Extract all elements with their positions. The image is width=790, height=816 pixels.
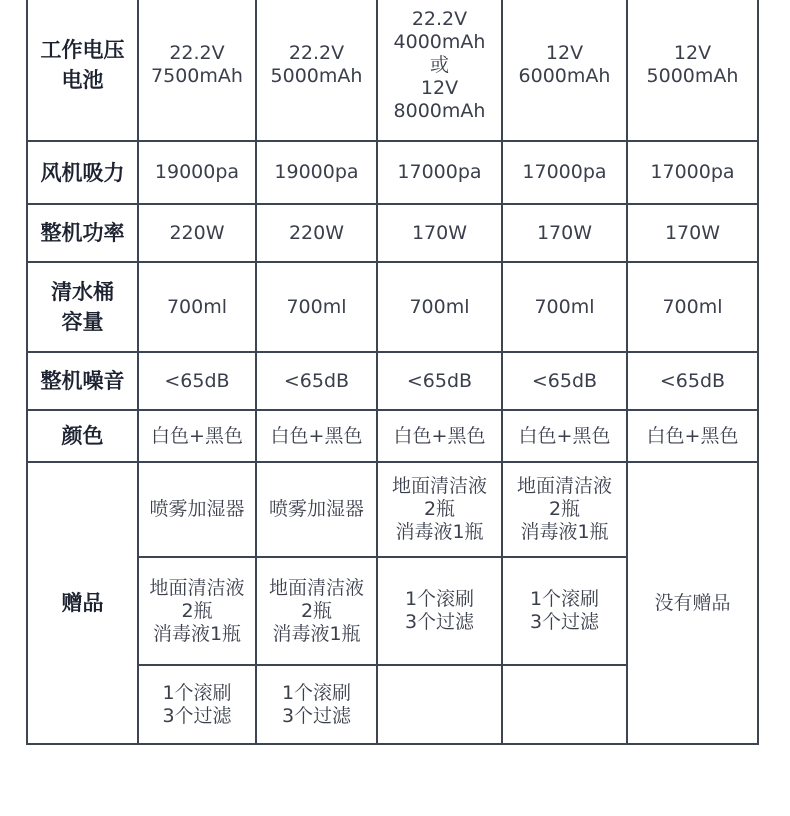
cell-tank-4: 700ml bbox=[502, 262, 627, 352]
row-gifts-1 bbox=[27, 462, 758, 557]
cell-power-3: 170W bbox=[377, 204, 502, 262]
cell-noise-2: <65dB bbox=[256, 352, 377, 410]
cell-gifts-r2-4: 1个滚刷 3个过滤 bbox=[502, 557, 627, 665]
cell-gifts-r2-1: 地面清洁液 2瓶 消毒液1瓶 bbox=[138, 557, 256, 665]
cell-gifts-r3-3 bbox=[377, 665, 502, 744]
cell-noise-1: <65dB bbox=[138, 352, 256, 410]
cell-color-3: 白色+黑色 bbox=[377, 410, 502, 462]
row-power bbox=[27, 204, 758, 262]
cell-battery-3: 22.2V 4000mAh 或 12V 8000mAh bbox=[377, 0, 502, 141]
cell-gifts-r3-1: 1个滚刷 3个过滤 bbox=[138, 665, 256, 744]
label-power: 整机功率 bbox=[27, 204, 138, 262]
cell-gifts-5: 没有赠品 bbox=[627, 462, 758, 744]
cell-suction-4: 17000pa bbox=[502, 141, 627, 204]
cell-power-4: 170W bbox=[502, 204, 627, 262]
row-tank bbox=[27, 262, 758, 352]
cell-noise-4: <65dB bbox=[502, 352, 627, 410]
cell-gifts-r3-2: 1个滚刷 3个过滤 bbox=[256, 665, 377, 744]
cell-power-2: 220W bbox=[256, 204, 377, 262]
cell-gifts-r2-3: 1个滚刷 3个过滤 bbox=[377, 557, 502, 665]
cell-power-5: 170W bbox=[627, 204, 758, 262]
cell-gifts-r1-4: 地面清洁液 2瓶 消毒液1瓶 bbox=[502, 462, 627, 557]
cell-gifts-r1-2: 喷雾加湿器 bbox=[256, 462, 377, 557]
cell-noise-5: <65dB bbox=[627, 352, 758, 410]
cell-battery-1: 22.2V 7500mAh bbox=[138, 0, 256, 141]
cell-tank-1: 700ml bbox=[138, 262, 256, 352]
label-suction: 风机吸力 bbox=[27, 141, 138, 204]
cell-battery-2: 22.2V 5000mAh bbox=[256, 0, 377, 141]
cell-tank-2: 700ml bbox=[256, 262, 377, 352]
cell-power-1: 220W bbox=[138, 204, 256, 262]
label-noise: 整机噪音 bbox=[27, 352, 138, 410]
cell-suction-2: 19000pa bbox=[256, 141, 377, 204]
cell-battery-5: 12V 5000mAh bbox=[627, 0, 758, 141]
cell-color-5: 白色+黑色 bbox=[627, 410, 758, 462]
cell-color-1: 白色+黑色 bbox=[138, 410, 256, 462]
label-battery: 工作电压 电池 bbox=[27, 0, 138, 141]
cell-gifts-r3-4 bbox=[502, 665, 627, 744]
cell-tank-3: 700ml bbox=[377, 262, 502, 352]
cell-color-4: 白色+黑色 bbox=[502, 410, 627, 462]
label-color: 颜色 bbox=[27, 410, 138, 462]
row-color bbox=[27, 410, 758, 462]
cell-battery-4: 12V 6000mAh bbox=[502, 0, 627, 141]
row-battery bbox=[27, 0, 758, 141]
label-gifts: 赠品 bbox=[27, 462, 138, 744]
cell-tank-5: 700ml bbox=[627, 262, 758, 352]
row-suction bbox=[27, 141, 758, 204]
label-tank: 清水桶 容量 bbox=[27, 262, 138, 352]
cell-color-2: 白色+黑色 bbox=[256, 410, 377, 462]
row-noise bbox=[27, 352, 758, 410]
cell-gifts-r1-3: 地面清洁液 2瓶 消毒液1瓶 bbox=[377, 462, 502, 557]
cell-noise-3: <65dB bbox=[377, 352, 502, 410]
spec-comparison-table bbox=[26, 0, 759, 745]
cell-gifts-r1-1: 喷雾加湿器 bbox=[138, 462, 256, 557]
cell-suction-3: 17000pa bbox=[377, 141, 502, 204]
cell-gifts-r2-2: 地面清洁液 2瓶 消毒液1瓶 bbox=[256, 557, 377, 665]
cell-suction-5: 17000pa bbox=[627, 141, 758, 204]
cell-suction-1: 19000pa bbox=[138, 141, 256, 204]
